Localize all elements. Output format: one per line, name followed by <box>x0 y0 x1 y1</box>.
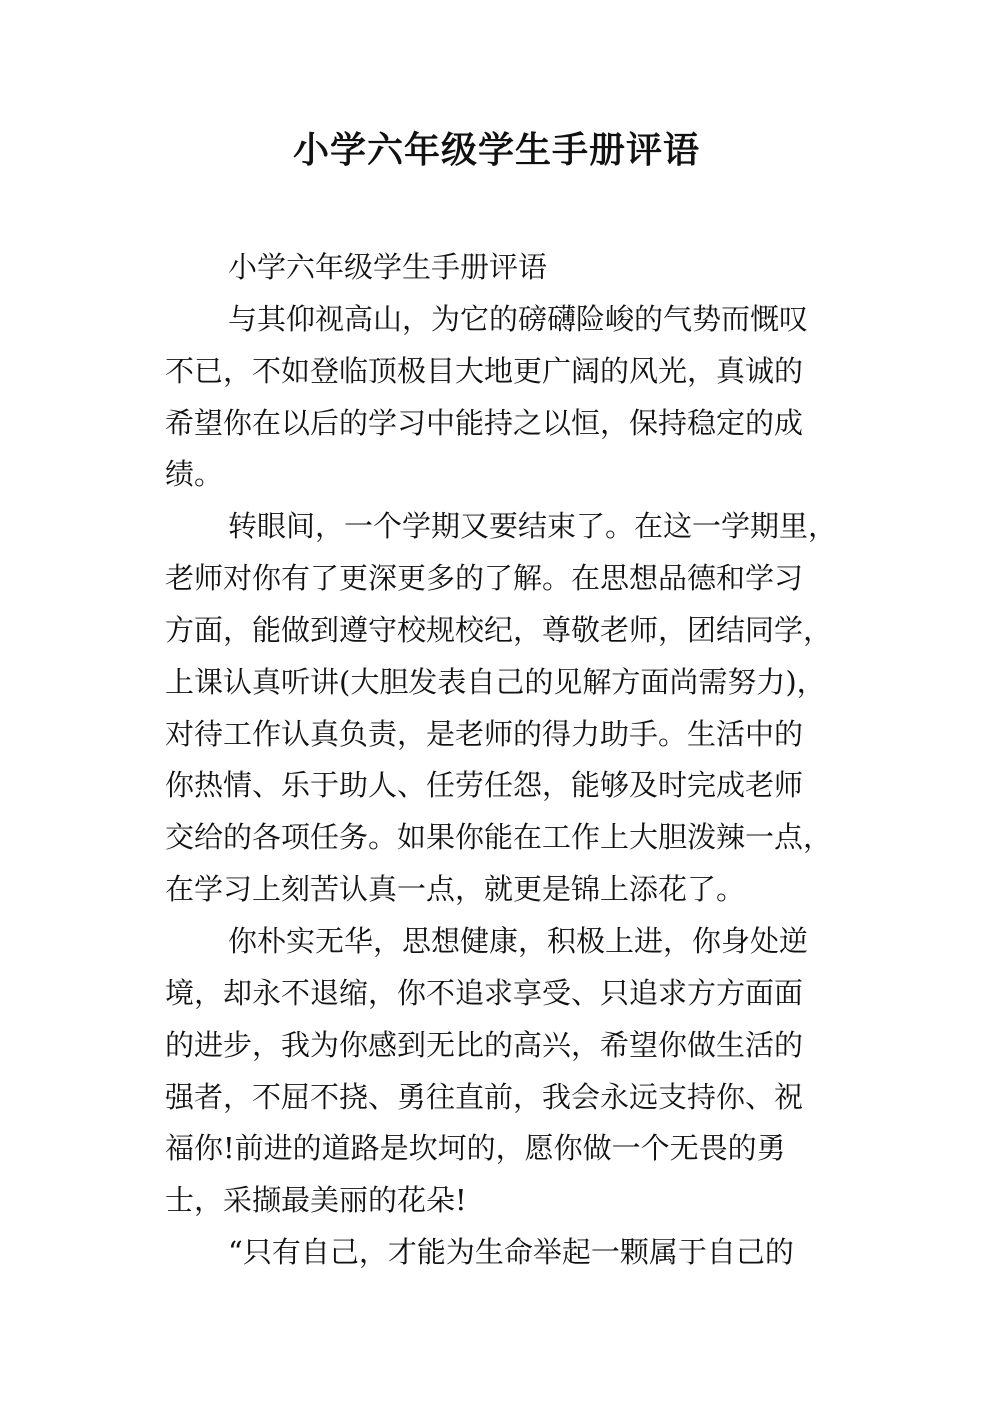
text-line: 士，采撷最美丽的花朵! <box>165 1183 467 1218</box>
text-line: 方面，能做到遵守校规校纪，尊敬老师，团结同学， <box>165 612 833 647</box>
text-line: 不已，不如登临顶极目大地更广阔的风光，真诚的 <box>165 353 804 388</box>
text-line: 你热情、乐于助人、任劳任怨，能够及时完成老师 <box>165 768 804 803</box>
text-line: 的进步，我为你感到无比的高兴，希望你做生活的 <box>165 1027 804 1062</box>
text-line: 强者，不屈不挠、勇往直前，我会永远支持你、祝 <box>165 1079 804 1114</box>
text-line: 绩。 <box>165 457 224 492</box>
text-line: 对待工作认真负责，是老师的得力助手。生活中的 <box>165 716 804 751</box>
text-line: 与其仰视高山，为它的磅礴险峻的气势而慨叹 <box>228 301 809 336</box>
text-line: 希望你在以后的学习中能持之以恒，保持稳定的成 <box>165 405 804 440</box>
text-line: 老师对你有了更深更多的了解。在思想品德和学习 <box>165 561 804 596</box>
text-line: 转眼间，一个学期又要结束了。在这一学期里， <box>228 509 838 544</box>
document-title: 小学六年级学生手册评语 <box>292 129 700 171</box>
text-line: 福你!前进的道路是坎坷的，愿你做一个无畏的勇 <box>165 1131 786 1166</box>
text-line: 上课认真听讲(大胆发表自己的见解方面尚需努力)， <box>165 664 826 699</box>
text-line: 交给的各项任务。如果你能在工作上大胆泼辣一点， <box>165 820 833 855</box>
text-line: 你朴实无华，思想健康，积极上进，你身处逆 <box>228 923 809 958</box>
text-line: “只有自己，才能为生命举起一颗属于自己的 <box>228 1235 794 1270</box>
text-line: 境，却永不退缩，你不追求享受、只追求方方面面 <box>165 975 804 1010</box>
text-line: 小学六年级学生手册评语 <box>228 250 548 284</box>
text-line: 在学习上刻苦认真一点，就更是锦上添花了。 <box>165 872 746 907</box>
document-body <box>165 242 845 1279</box>
